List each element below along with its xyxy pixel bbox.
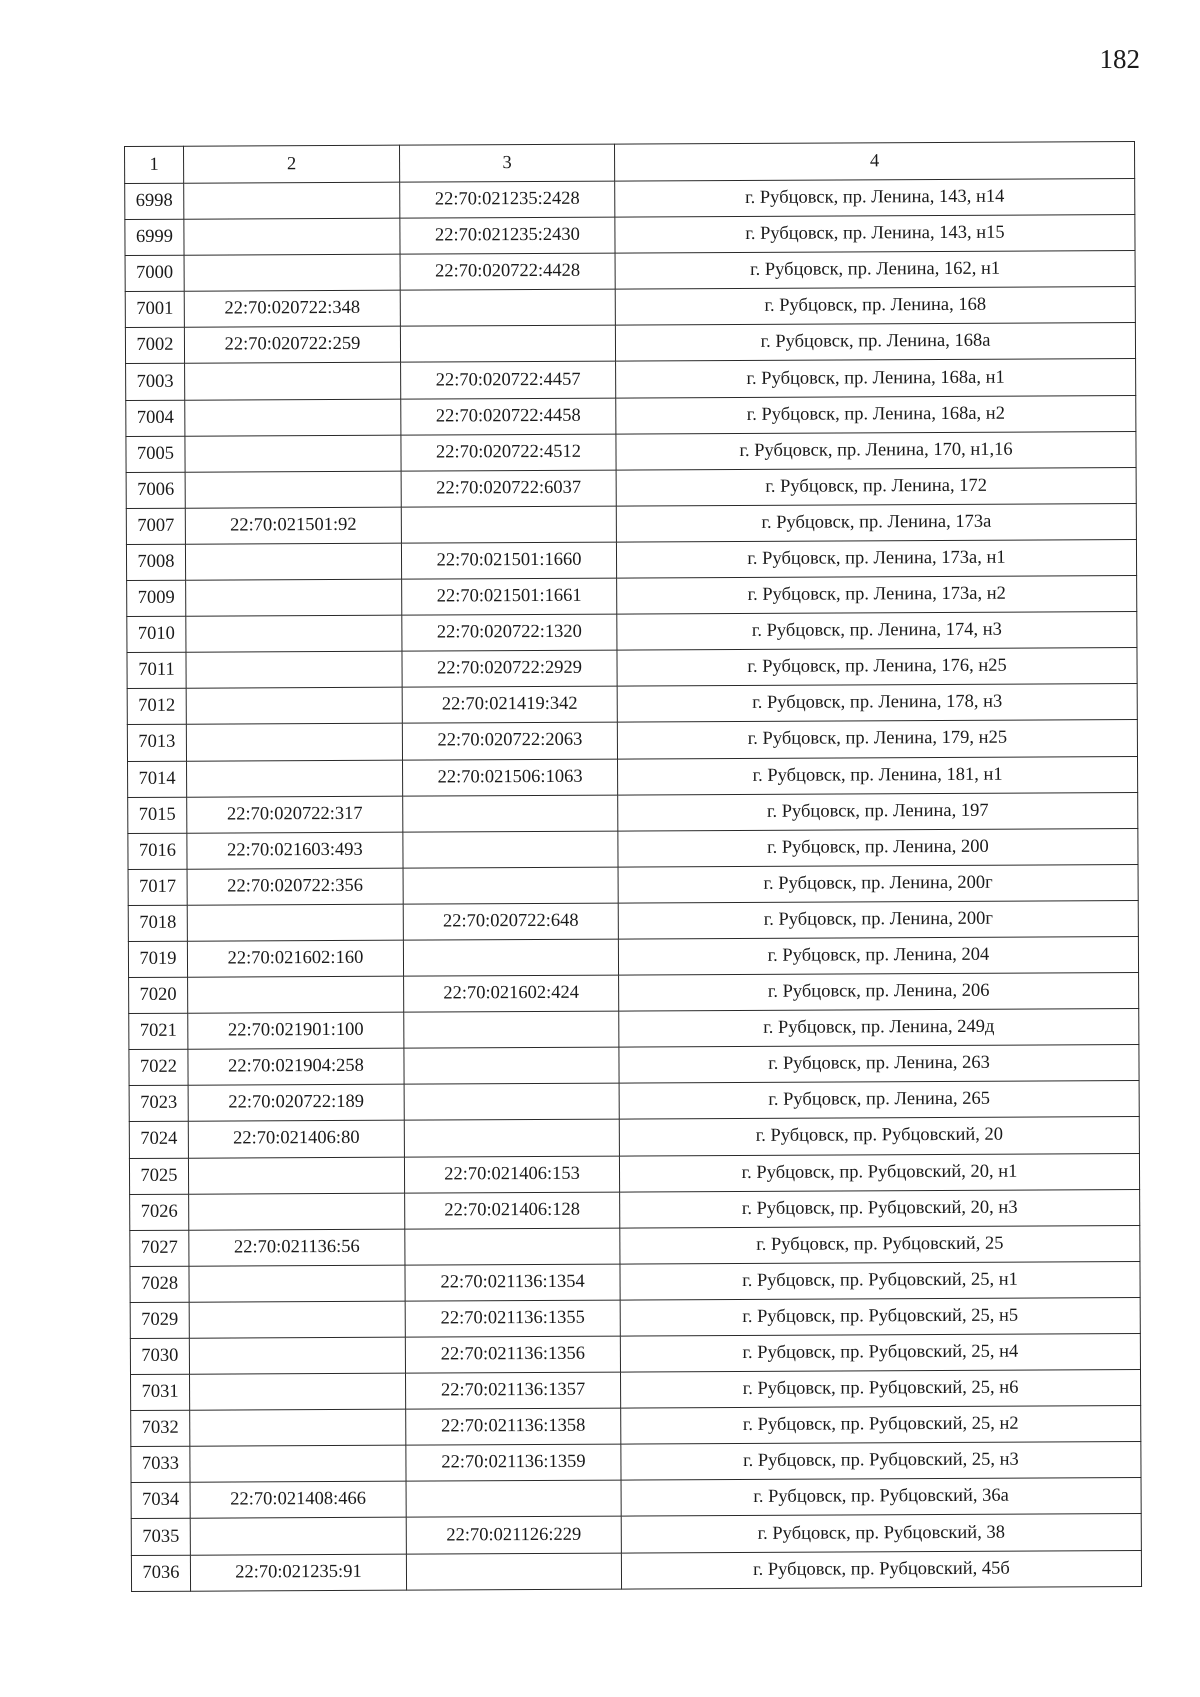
cadastral-number-premises-cell bbox=[403, 867, 618, 904]
row-number-cell: 7024 bbox=[129, 1122, 188, 1158]
address-cell: г. Рубцовск, пр. Ленина, 197 bbox=[618, 792, 1138, 831]
row-number-cell: 7031 bbox=[131, 1374, 190, 1410]
cadastral-number-premises-cell: 22:70:021406:153 bbox=[404, 1156, 619, 1193]
table-row bbox=[126, 431, 1136, 472]
row-number-cell: 7021 bbox=[129, 1013, 188, 1049]
table-row bbox=[129, 1117, 1139, 1158]
cadastral-number-premises-cell: 22:70:020722:648 bbox=[403, 903, 618, 940]
cadastral-number-cell: 22:70:020722:348 bbox=[184, 290, 400, 327]
cadastral-number-premises-cell bbox=[404, 1083, 619, 1120]
row-number-cell: 7033 bbox=[131, 1446, 190, 1482]
table-row bbox=[129, 1045, 1139, 1086]
address-cell: г. Рубцовск, пр. Ленина, 206 bbox=[619, 973, 1139, 1012]
cadastral-number-premises-cell bbox=[404, 1120, 619, 1157]
row-number-cell: 7032 bbox=[131, 1410, 190, 1446]
table-row bbox=[128, 937, 1138, 978]
address-cell: г. Рубцовск, пр. Ленина, 179, н25 bbox=[617, 720, 1137, 759]
cadastral-number-cell bbox=[186, 579, 402, 616]
registry-table bbox=[124, 141, 1142, 1592]
table-row bbox=[127, 684, 1137, 725]
address-cell: г. Рубцовск, пр. Ленина, 168а bbox=[615, 323, 1135, 362]
row-number-cell: 7000 bbox=[125, 255, 184, 291]
row-number-cell: 7030 bbox=[130, 1338, 189, 1374]
table-row bbox=[127, 612, 1137, 653]
cadastral-number-premises-cell bbox=[405, 1228, 620, 1265]
address-cell: г. Рубцовск, пр. Рубцовский, 36а bbox=[621, 1478, 1141, 1517]
cadastral-number-premises-cell: 22:70:021136:1357 bbox=[406, 1372, 621, 1409]
address-cell: г. Рубцовск, пр. Ленина, 168а, н1 bbox=[616, 359, 1136, 398]
table-row bbox=[126, 539, 1136, 580]
address-cell: г. Рубцовск, пр. Ленина, 249д bbox=[619, 1009, 1139, 1048]
table-header-row bbox=[125, 142, 1135, 184]
cadastral-number-premises-cell: 22:70:021136:1359 bbox=[406, 1444, 621, 1481]
address-cell: г. Рубцовск, пр. Ленина, 170, н1,16 bbox=[616, 431, 1136, 470]
cadastral-number-cell bbox=[190, 1445, 406, 1482]
cadastral-number-cell bbox=[186, 651, 402, 688]
table-row bbox=[130, 1189, 1140, 1230]
address-cell: г. Рубцовск, пр. Рубцовский, 25, н1 bbox=[620, 1261, 1140, 1300]
cadastral-number-cell: 22:70:021408:466 bbox=[190, 1482, 406, 1519]
cadastral-number-premises-cell: 22:70:020722:6037 bbox=[401, 470, 616, 507]
cadastral-number-cell bbox=[184, 218, 400, 255]
row-number-cell: 7008 bbox=[126, 544, 185, 580]
row-number-cell: 7009 bbox=[127, 580, 186, 616]
row-number-cell: 7036 bbox=[131, 1555, 190, 1591]
row-number-cell: 7005 bbox=[126, 436, 185, 472]
cadastral-number-cell bbox=[186, 724, 402, 761]
cadastral-number-cell bbox=[188, 976, 404, 1013]
cadastral-number-premises-cell: 22:70:020722:4512 bbox=[401, 434, 616, 471]
address-cell: г. Рубцовск, пр. Ленина, 204 bbox=[618, 937, 1138, 976]
cadastral-number-premises-cell: 22:70:020722:1320 bbox=[402, 614, 617, 651]
address-cell: г. Рубцовск, пр. Ленина, 143, н14 bbox=[615, 179, 1135, 218]
cadastral-number-premises-cell: 22:70:020722:2929 bbox=[402, 650, 617, 687]
cadastral-number-premises-cell: 22:70:021501:1660 bbox=[401, 542, 616, 579]
cadastral-number-cell bbox=[189, 1337, 405, 1374]
cadastral-number-premises-cell: 22:70:021136:1355 bbox=[405, 1300, 620, 1337]
table-row bbox=[130, 1334, 1140, 1375]
cadastral-number-cell bbox=[187, 760, 403, 797]
table-row bbox=[130, 1261, 1140, 1302]
address-cell: г. Рубцовск, пр. Рубцовский, 25, н3 bbox=[621, 1442, 1141, 1481]
row-number-cell: 7014 bbox=[128, 761, 187, 797]
cadastral-number-premises-cell bbox=[406, 1553, 621, 1590]
address-cell: г. Рубцовск, пр. Рубцовский, 20, н1 bbox=[619, 1153, 1139, 1192]
table-row bbox=[131, 1478, 1141, 1519]
cadastral-number-premises-cell bbox=[403, 939, 618, 976]
cadastral-number-premises-cell: 22:70:021501:1661 bbox=[402, 578, 617, 615]
cadastral-number-cell: 22:70:021901:100 bbox=[188, 1012, 404, 1049]
row-number-cell: 7016 bbox=[128, 833, 187, 869]
row-number-cell: 7029 bbox=[130, 1302, 189, 1338]
cadastral-number-cell bbox=[189, 1301, 405, 1338]
row-number-cell: 7023 bbox=[129, 1086, 188, 1122]
row-number-cell: 7034 bbox=[131, 1483, 190, 1519]
address-cell: г. Рубцовск, пр. Ленина, 168 bbox=[615, 287, 1135, 326]
table-row bbox=[128, 792, 1138, 833]
cadastral-number-premises-cell: 22:70:020722:4457 bbox=[401, 362, 616, 399]
table-row bbox=[125, 323, 1135, 364]
cadastral-number-cell bbox=[185, 399, 401, 436]
cadastral-number-cell bbox=[187, 904, 403, 941]
cadastral-number-premises-cell: 22:70:021406:128 bbox=[405, 1192, 620, 1229]
cadastral-number-premises-cell bbox=[403, 795, 618, 832]
row-number-cell: 7007 bbox=[126, 508, 185, 544]
address-cell: г. Рубцовск, пр. Рубцовский, 25, н6 bbox=[620, 1370, 1140, 1409]
row-number-cell: 7013 bbox=[127, 725, 186, 761]
row-number-cell: 7017 bbox=[128, 869, 187, 905]
address-cell: г. Рубцовск, пр. Ленина, 181, н1 bbox=[617, 756, 1137, 795]
table-row bbox=[127, 648, 1137, 689]
column-header-address: 4 bbox=[614, 142, 1134, 182]
address-cell: г. Рубцовск, пр. Рубцовский, 45б bbox=[621, 1550, 1141, 1589]
address-cell: г. Рубцовск, пр. Ленина, 200г bbox=[618, 864, 1138, 903]
cadastral-number-cell bbox=[184, 254, 400, 291]
cadastral-number-cell bbox=[185, 363, 401, 400]
table-row bbox=[131, 1550, 1141, 1591]
cadastral-number-cell: 22:70:021501:92 bbox=[185, 507, 401, 544]
row-number-cell: 7002 bbox=[125, 328, 184, 364]
table-row bbox=[130, 1297, 1140, 1338]
address-cell: г. Рубцовск, пр. Рубцовский, 25, н4 bbox=[620, 1334, 1140, 1373]
cadastral-number-premises-cell bbox=[403, 831, 618, 868]
cadastral-number-premises-cell bbox=[404, 1047, 619, 1084]
address-cell: г. Рубцовск, пр. Ленина, 143, н15 bbox=[615, 215, 1135, 254]
table-row bbox=[131, 1406, 1141, 1447]
table-row bbox=[128, 756, 1138, 797]
cadastral-number-cell: 22:70:021235:91 bbox=[190, 1554, 406, 1591]
cadastral-number-cell: 22:70:021406:80 bbox=[188, 1121, 404, 1158]
table-row bbox=[128, 864, 1138, 905]
cadastral-number-cell bbox=[189, 1193, 405, 1230]
cadastral-number-premises-cell: 22:70:020722:2063 bbox=[402, 723, 617, 760]
cadastral-number-premises-cell: 22:70:020722:4458 bbox=[401, 398, 616, 435]
address-cell: г. Рубцовск, пр. Ленина, 200г bbox=[618, 900, 1138, 939]
row-number-cell: 7006 bbox=[126, 472, 185, 508]
cadastral-number-cell: 22:70:021136:56 bbox=[189, 1229, 405, 1266]
cadastral-number-cell bbox=[190, 1518, 406, 1555]
cadastral-number-cell bbox=[185, 543, 401, 580]
cadastral-number-cell bbox=[185, 435, 401, 472]
cadastral-number-premises-cell bbox=[400, 289, 615, 326]
address-cell: г. Рубцовск, пр. Ленина, 162, н1 bbox=[615, 251, 1135, 290]
cadastral-number-premises-cell: 22:70:021136:1354 bbox=[405, 1264, 620, 1301]
address-cell: г. Рубцовск, пр. Рубцовский, 20 bbox=[619, 1117, 1139, 1156]
cadastral-number-cell bbox=[190, 1409, 406, 1446]
row-number-cell: 7012 bbox=[127, 689, 186, 725]
address-cell: г. Рубцовск, пр. Рубцовский, 25, н5 bbox=[620, 1297, 1140, 1336]
row-number-cell: 7027 bbox=[130, 1230, 189, 1266]
table-row bbox=[130, 1225, 1140, 1266]
cadastral-number-premises-cell: 22:70:021419:342 bbox=[402, 686, 617, 723]
row-number-cell: 7020 bbox=[129, 977, 188, 1013]
address-cell: г. Рубцовск, пр. Ленина, 168а, н2 bbox=[616, 395, 1136, 434]
cadastral-number-cell bbox=[186, 615, 402, 652]
row-number-cell: 7001 bbox=[125, 291, 184, 327]
table-row bbox=[126, 467, 1136, 508]
row-number-cell: 7028 bbox=[130, 1266, 189, 1302]
row-number-cell: 6999 bbox=[125, 219, 184, 255]
address-cell: г. Рубцовск, пр. Ленина, 265 bbox=[619, 1081, 1139, 1120]
address-cell: г. Рубцовск, пр. Ленина, 173а, н1 bbox=[616, 539, 1136, 578]
table-row bbox=[128, 828, 1138, 869]
cadastral-number-cell: 22:70:020722:356 bbox=[187, 868, 403, 905]
row-number-cell: 7004 bbox=[126, 400, 185, 436]
cadastral-number-cell bbox=[185, 471, 401, 508]
column-header-number: 1 bbox=[125, 146, 184, 183]
table-row bbox=[125, 215, 1135, 256]
cadastral-number-cell: 22:70:021602:160 bbox=[187, 940, 403, 977]
row-number-cell: 7019 bbox=[128, 941, 187, 977]
row-number-cell: 7026 bbox=[130, 1194, 189, 1230]
table-row bbox=[131, 1514, 1141, 1555]
cadastral-number-cell bbox=[190, 1373, 406, 1410]
table-row bbox=[129, 1081, 1139, 1122]
address-cell: г. Рубцовск, пр. Рубцовский, 38 bbox=[621, 1514, 1141, 1553]
address-cell: г. Рубцовск, пр. Ленина, 263 bbox=[619, 1045, 1139, 1084]
table-row bbox=[126, 395, 1136, 436]
table-row bbox=[125, 287, 1135, 328]
table-row bbox=[129, 973, 1139, 1014]
table-row bbox=[131, 1370, 1141, 1411]
column-header-3: 3 bbox=[399, 144, 614, 182]
address-cell: г. Рубцовск, пр. Ленина, 200 bbox=[618, 828, 1138, 867]
row-number-cell: 7003 bbox=[126, 364, 185, 400]
table-row bbox=[129, 1153, 1139, 1194]
cadastral-number-cell: 22:70:020722:189 bbox=[188, 1084, 404, 1121]
table-row bbox=[131, 1442, 1141, 1483]
address-cell: г. Рубцовск, пр. Ленина, 172 bbox=[616, 467, 1136, 506]
column-header-2: 2 bbox=[184, 145, 400, 183]
row-number-cell: 7035 bbox=[131, 1519, 190, 1555]
row-number-cell: 6998 bbox=[125, 183, 184, 219]
table-row bbox=[128, 900, 1138, 941]
cadastral-number-cell bbox=[189, 1265, 405, 1302]
table-row bbox=[126, 359, 1136, 400]
cadastral-number-cell: 22:70:020722:317 bbox=[187, 796, 403, 833]
table-row bbox=[125, 179, 1135, 220]
cadastral-number-premises-cell: 22:70:021602:424 bbox=[404, 975, 619, 1012]
cadastral-number-premises-cell: 22:70:020722:4428 bbox=[400, 253, 615, 290]
address-cell: г. Рубцовск, пр. Ленина, 178, н3 bbox=[617, 684, 1137, 723]
address-cell: г. Рубцовск, пр. Рубцовский, 20, н3 bbox=[620, 1189, 1140, 1228]
table-body bbox=[125, 142, 1142, 1592]
cadastral-number-premises-cell bbox=[406, 1480, 621, 1517]
address-cell: г. Рубцовск, пр. Ленина, 173а bbox=[616, 503, 1136, 542]
cadastral-number-cell: 22:70:021603:493 bbox=[187, 832, 403, 869]
row-number-cell: 7018 bbox=[128, 905, 187, 941]
row-number-cell: 7015 bbox=[128, 797, 187, 833]
page-number: 182 bbox=[1099, 44, 1140, 74]
cadastral-number-premises-cell: 22:70:021126:229 bbox=[406, 1517, 621, 1554]
row-number-cell: 7010 bbox=[127, 616, 186, 652]
address-cell: г. Рубцовск, пр. Рубцовский, 25 bbox=[620, 1225, 1140, 1264]
table-row bbox=[127, 720, 1137, 761]
table-row bbox=[127, 576, 1137, 617]
address-cell: г. Рубцовск, пр. Ленина, 173а, н2 bbox=[617, 576, 1137, 615]
address-cell: г. Рубцовск, пр. Ленина, 174, н3 bbox=[617, 612, 1137, 651]
row-number-cell: 7025 bbox=[129, 1158, 188, 1194]
cadastral-number-cell bbox=[186, 687, 402, 724]
cadastral-number-premises-cell bbox=[400, 325, 615, 362]
cadastral-number-premises-cell: 22:70:021136:1356 bbox=[405, 1336, 620, 1373]
address-cell: г. Рубцовск, пр. Рубцовский, 25, н2 bbox=[621, 1406, 1141, 1445]
cadastral-number-cell bbox=[188, 1157, 404, 1194]
cadastral-number-cell bbox=[184, 182, 400, 219]
cadastral-number-premises-cell: 22:70:021136:1358 bbox=[406, 1408, 621, 1445]
table-row bbox=[125, 251, 1135, 292]
cadastral-number-premises-cell: 22:70:021235:2430 bbox=[400, 217, 615, 254]
table-row bbox=[129, 1009, 1139, 1050]
cadastral-number-premises-cell: 22:70:021235:2428 bbox=[400, 181, 615, 218]
cadastral-number-premises-cell bbox=[401, 506, 616, 543]
cadastral-number-cell: 22:70:020722:259 bbox=[184, 327, 400, 364]
cadastral-number-cell: 22:70:021904:258 bbox=[188, 1048, 404, 1085]
table-row bbox=[126, 503, 1136, 544]
cadastral-number-premises-cell: 22:70:021506:1063 bbox=[403, 759, 618, 796]
row-number-cell: 7022 bbox=[129, 1049, 188, 1085]
address-cell: г. Рубцовск, пр. Ленина, 176, н25 bbox=[617, 648, 1137, 687]
row-number-cell: 7011 bbox=[127, 652, 186, 688]
cadastral-number-premises-cell bbox=[404, 1011, 619, 1048]
